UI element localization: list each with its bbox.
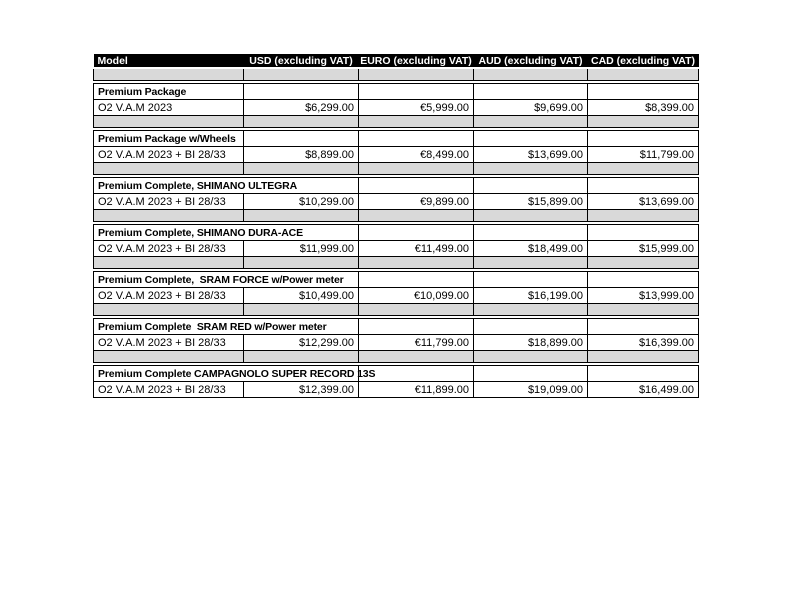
- section-title: Premium Complete, SRAM FORCE w/Power meter: [94, 272, 359, 288]
- column-header-euro: EURO (excluding VAT): [360, 54, 472, 67]
- price-euro: €5,999.00: [359, 100, 474, 116]
- separator-cell: [474, 116, 588, 128]
- section-title-row: [94, 319, 699, 335]
- price-usd: $12,399.00: [244, 382, 359, 398]
- section-title: Premium Complete, SHIMANO ULTEGRA: [94, 178, 359, 194]
- empty-cell: [474, 84, 588, 100]
- separator-cell: [359, 351, 474, 363]
- empty-cell: [474, 225, 588, 241]
- column-header-cad: CAD (excluding VAT): [588, 54, 699, 68]
- model-cell: O2 V.A.M 2023 + BI 28/33: [94, 194, 244, 210]
- separator-cell: [359, 68, 474, 81]
- empty-cell: [359, 366, 474, 382]
- column-header-aud: AUD (excluding VAT): [474, 54, 588, 68]
- separator-cell: [359, 210, 474, 222]
- empty-cell: [474, 319, 588, 335]
- separator-cell: [94, 68, 244, 81]
- column-header-usd: USD (excluding VAT): [244, 54, 359, 68]
- price-row: [94, 241, 699, 257]
- empty-cell: [359, 272, 474, 288]
- price-aud: $15,899.00: [474, 194, 588, 210]
- empty-cell: [359, 225, 474, 241]
- price-aud: $13,699.00: [474, 147, 588, 163]
- price-cad: $8,399.00: [588, 100, 699, 116]
- separator-cell: [474, 163, 588, 175]
- separator-cell: [94, 116, 244, 128]
- section-title: Premium Package w/Wheels: [94, 131, 244, 147]
- section-title: Premium Complete, SHIMANO DURA-ACE: [94, 225, 359, 241]
- price-cad: $16,399.00: [588, 335, 699, 351]
- price-euro: €11,899.00: [359, 382, 474, 398]
- price-row: [94, 100, 699, 116]
- price-list-table: [93, 54, 699, 398]
- empty-cell: [359, 178, 474, 194]
- separator-cell: [359, 257, 474, 269]
- price-row: [94, 288, 699, 304]
- separator-row: [94, 116, 699, 128]
- price-cad: $11,799.00: [588, 147, 699, 163]
- separator-cell: [474, 68, 588, 81]
- price-usd: $11,999.00: [244, 241, 359, 257]
- separator-cell: [94, 351, 244, 363]
- empty-cell: [588, 84, 699, 100]
- price-cad: $13,699.00: [588, 194, 699, 210]
- separator-row: [94, 304, 699, 316]
- separator-cell: [244, 116, 359, 128]
- price-cad: $13,999.00: [588, 288, 699, 304]
- separator-cell: [359, 116, 474, 128]
- separator-row: [94, 257, 699, 269]
- price-euro: €11,799.00: [359, 335, 474, 351]
- price-usd: $12,299.00: [244, 335, 359, 351]
- price-euro: €8,499.00: [359, 147, 474, 163]
- price-row: [94, 147, 699, 163]
- price-euro: €9,899.00: [359, 194, 474, 210]
- separator-cell: [244, 163, 359, 175]
- model-cell: O2 V.A.M 2023 + BI 28/33: [94, 382, 244, 398]
- model-cell: O2 V.A.M 2023 + BI 28/33: [94, 288, 244, 304]
- price-usd: $10,299.00: [244, 194, 359, 210]
- price-usd: $10,499.00: [244, 288, 359, 304]
- separator-cell: [474, 210, 588, 222]
- price-cad: $16,499.00: [588, 382, 699, 398]
- separator-cell: [359, 163, 474, 175]
- empty-cell: [474, 131, 588, 147]
- separator-cell: [94, 304, 244, 316]
- price-euro: €10,099.00: [359, 288, 474, 304]
- price-aud: $19,099.00: [474, 382, 588, 398]
- model-cell: O2 V.A.M 2023: [94, 100, 244, 116]
- empty-cell: [588, 272, 699, 288]
- separator-cell: [359, 304, 474, 316]
- price-aud: $18,899.00: [474, 335, 588, 351]
- section-title-row: [94, 225, 699, 241]
- separator-cell: [244, 351, 359, 363]
- separator-cell: [474, 257, 588, 269]
- empty-cell: [244, 84, 359, 100]
- table-header-row: [94, 54, 699, 68]
- separator-cell: [588, 163, 699, 175]
- price-row: [94, 382, 699, 398]
- separator-row: [94, 210, 699, 222]
- separator-cell: [244, 210, 359, 222]
- separator-row: [94, 351, 699, 363]
- section-title-row: [94, 178, 699, 194]
- section-title-row: [94, 272, 699, 288]
- separator-cell: [244, 257, 359, 269]
- separator-row: [94, 68, 699, 81]
- price-aud: $16,199.00: [474, 288, 588, 304]
- price-aud: $9,699.00: [474, 100, 588, 116]
- separator-cell: [588, 68, 699, 81]
- price-cad: $15,999.00: [588, 241, 699, 257]
- empty-cell: [474, 178, 588, 194]
- separator-row: [94, 163, 699, 175]
- separator-cell: [588, 210, 699, 222]
- price-usd: $8,899.00: [244, 147, 359, 163]
- model-cell: O2 V.A.M 2023 + BI 28/33: [94, 147, 244, 163]
- empty-cell: [474, 366, 588, 382]
- separator-cell: [94, 163, 244, 175]
- empty-cell: [359, 131, 474, 147]
- separator-cell: [244, 304, 359, 316]
- price-aud: $18,499.00: [474, 241, 588, 257]
- section-title-row: [94, 84, 699, 100]
- price-row: [94, 194, 699, 210]
- price-euro: €11,499.00: [359, 241, 474, 257]
- separator-cell: [244, 68, 359, 81]
- section-title-row: [94, 366, 699, 382]
- column-header-model: Model: [94, 54, 244, 68]
- separator-cell: [474, 304, 588, 316]
- separator-cell: [588, 116, 699, 128]
- section-title: Premium Package: [94, 84, 244, 100]
- separator-cell: [588, 257, 699, 269]
- section-title-row: [94, 131, 699, 147]
- model-cell: O2 V.A.M 2023 + BI 28/33: [94, 241, 244, 257]
- empty-cell: [588, 131, 699, 147]
- empty-cell: [588, 225, 699, 241]
- empty-cell: [588, 319, 699, 335]
- empty-cell: [474, 272, 588, 288]
- empty-cell: [588, 178, 699, 194]
- section-title: Premium Complete SRAM RED w/Power meter: [94, 319, 359, 335]
- empty-cell: [588, 366, 699, 382]
- empty-cell: [359, 84, 474, 100]
- separator-cell: [94, 257, 244, 269]
- price-usd: $6,299.00: [244, 100, 359, 116]
- separator-cell: [588, 351, 699, 363]
- empty-cell: [244, 131, 359, 147]
- separator-cell: [588, 304, 699, 316]
- price-row: [94, 335, 699, 351]
- section-title: Premium Complete CAMPAGNOLO SUPER RECORD 13S: [94, 366, 359, 382]
- model-cell: O2 V.A.M 2023 + BI 28/33: [94, 335, 244, 351]
- separator-cell: [474, 351, 588, 363]
- empty-cell: [359, 319, 474, 335]
- separator-cell: [94, 210, 244, 222]
